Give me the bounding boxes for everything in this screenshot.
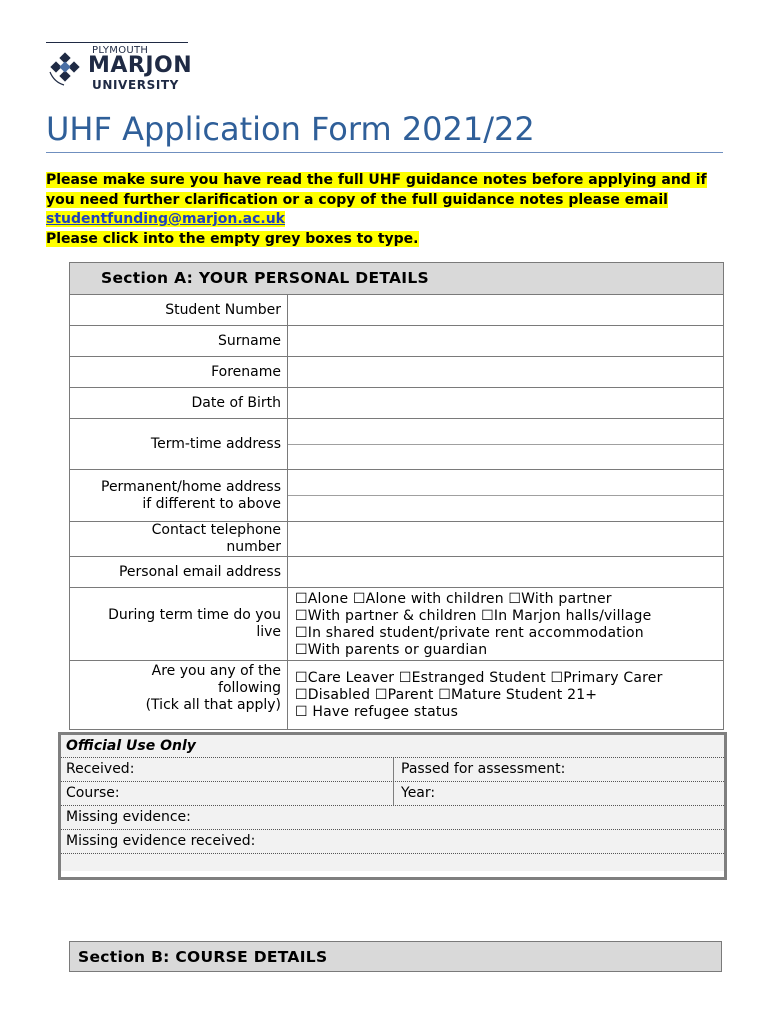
- status-option-line[interactable]: ☐Disabled ☐Parent ☐Mature Student 21+: [295, 687, 598, 703]
- input-surname[interactable]: [288, 326, 723, 356]
- row-term-address: [70, 419, 723, 470]
- row-status: [70, 661, 723, 729]
- notice-text: Please make sure you have read the full UHF guidance notes before applying and if you need further clarification or a copy of the full guidance notes please email: [46, 172, 707, 208]
- university-logo: [46, 42, 193, 96]
- course-label: Course:: [66, 785, 120, 801]
- input-forename[interactable]: [288, 357, 723, 387]
- logo-top-rule: [46, 42, 188, 43]
- section-a-table: [69, 262, 724, 730]
- living-option-line[interactable]: ☐In shared student/private rent accommodation: [295, 625, 644, 641]
- row-surname: [70, 326, 723, 357]
- label-student-number: Student Number: [70, 295, 288, 325]
- missing-label: Missing evidence:: [66, 809, 191, 825]
- notice-instruction: Please click into the empty grey boxes to type.: [46, 230, 419, 247]
- guidance-notice: [46, 171, 726, 249]
- input-term-address-2[interactable]: [288, 445, 723, 470]
- living-option-line[interactable]: ☐Alone ☐Alone with children ☐With partner: [295, 591, 612, 607]
- input-email[interactable]: [288, 557, 723, 587]
- input-student-number[interactable]: [288, 295, 723, 325]
- status-option-line[interactable]: ☐Care Leaver ☐Estranged Student ☐Primary Carer: [295, 670, 663, 686]
- section-a-heading: Section A: YOUR PERSONAL DETAILS: [70, 263, 723, 295]
- label-term-address: Term-time address: [70, 419, 288, 469]
- logo-university-text: UNIVERSITY: [92, 78, 179, 92]
- input-phone[interactable]: [288, 522, 723, 556]
- status-option-line[interactable]: ☐ Have refugee status: [295, 704, 459, 720]
- email-link[interactable]: studentfunding@marjon.ac.uk: [46, 211, 285, 227]
- row-dob: [70, 388, 723, 419]
- row-forename: [70, 357, 723, 388]
- official-use-box: [58, 732, 727, 880]
- label-perm-address: Permanent/home address if different to above: [70, 470, 288, 521]
- status-options[interactable]: [288, 661, 723, 729]
- label-email: Personal email address: [70, 557, 288, 587]
- marjon-diamond-icon: [48, 52, 86, 86]
- label-forename: Forename: [70, 357, 288, 387]
- passed-label: Passed for assessment:: [401, 761, 566, 777]
- living-option-line[interactable]: ☐With parents or guardian: [295, 642, 488, 658]
- row-living: [70, 588, 723, 661]
- living-options[interactable]: [288, 588, 723, 660]
- label-status: Are you any of the following (Tick all that apply): [70, 661, 288, 729]
- logo-plymouth-text: PLYMOUTH: [92, 45, 149, 56]
- label-phone: Contact telephone number: [70, 522, 288, 556]
- input-perm-address-1[interactable]: [288, 470, 723, 496]
- row-phone: [70, 522, 723, 557]
- section-b-heading: Section B: COURSE DETAILS: [69, 941, 722, 972]
- row-perm-address: [70, 470, 723, 522]
- logo-marjon-text: MARJON: [88, 53, 193, 78]
- label-surname: Surname: [70, 326, 288, 356]
- row-student-number: [70, 295, 723, 326]
- official-row-course: [61, 782, 724, 806]
- official-use-heading: Official Use Only: [61, 735, 724, 758]
- label-living: During term time do you live: [70, 588, 288, 660]
- missing-received-label: Missing evidence received:: [66, 833, 256, 849]
- input-perm-address-2[interactable]: [288, 496, 723, 521]
- official-row-blank: [61, 854, 724, 871]
- label-dob: Date of Birth: [70, 388, 288, 418]
- input-term-address-1[interactable]: [288, 419, 723, 445]
- official-row-missing-received: [61, 830, 724, 854]
- official-row-received: [61, 758, 724, 782]
- received-label: Received:: [66, 761, 135, 777]
- input-dob[interactable]: [288, 388, 723, 418]
- official-row-missing: [61, 806, 724, 830]
- year-label: Year:: [401, 785, 436, 801]
- row-email: [70, 557, 723, 588]
- living-option-line[interactable]: ☐With partner & children ☐In Marjon halls/village: [295, 608, 652, 624]
- page-title: UHF Application Form 2021/22: [46, 110, 535, 148]
- title-underline: [46, 152, 723, 153]
